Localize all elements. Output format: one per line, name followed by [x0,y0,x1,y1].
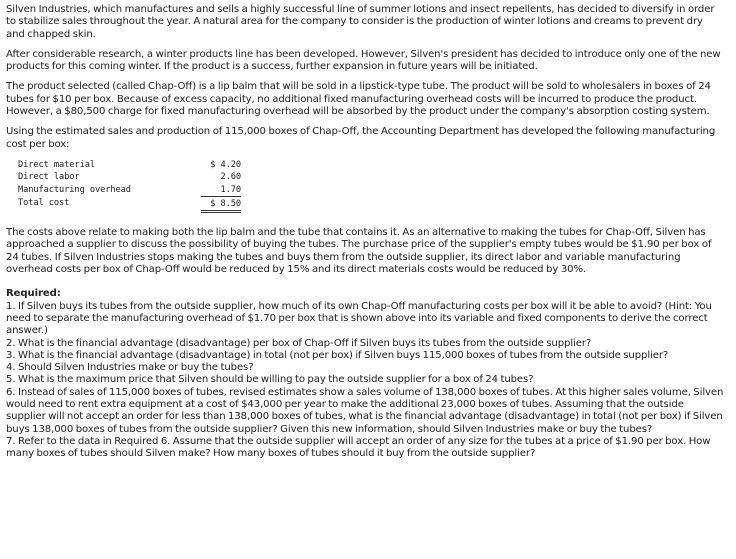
total-row [18,196,241,211]
cost-value: $ 4.20 [210,159,241,170]
research-paragraph: After considerable research, a winter products line has been developed. However, Silven's president has decided to introduce only one of the new products for this coming winter. If the product is a success, further expansion in future years will be initiated. [6,48,721,73]
cost-label: Direct labor [18,172,80,183]
required-item-1: 1. If Silven buys its tubes from the outside supplier, how much of its own Chap-Off manufacturing costs per box will it be able to avoid? (Hint: You need to separate the manufacturing overhead of $1.70 per box that is shown above into its variable and fixed components to derive the correct answer.) [6,300,712,337]
required-heading: Required: [6,288,61,300]
required-item-6: 6. Instead of sales of 115,000 boxes of tubes, revised estimates show a sales volume of 138,000 boxes of tubes. At this higher sales volume, Silven would need to rent extra equipment at a cost of $43,000 per year to make the additional 23,000 boxes of tubes. Assuming that the outside supplier will not accept an order for less than 138,000 boxes of tubes, what is the financial advantage (disadvantage) in total (not per box) if Silven buys 138,000 boxes of tubes from the outside supplier? Given this new information, should Silven Industries make or buy the tubes? [6,386,724,435]
cost-value: 1.70 [201,184,241,197]
table-row [18,159,241,171]
total-label: Total cost [18,198,70,209]
required-item-5: 5. What is the maximum price that Silven should be willing to pay the outside supplier for a box of 24 tubes? [6,374,534,386]
table-row [18,171,241,183]
cost-intro-paragraph: Using the estimated sales and production of 115,000 boxes of Chap-Off, the Accounting Department has developed the following manufacturing cost per box: [6,126,716,150]
cost-label: Manufacturing overhead [18,184,131,195]
required-item-7: 7. Refer to the data in Required 6. Assume that the outside supplier will accept an order of any size for the tubes at a price of $1.90 per box. How many boxes of tubes should Silven make? How many boxes of tubes should it buy from the outside supplier? [6,435,711,460]
cost-value: 2.60 [220,172,241,183]
required-item-4: 4. Should Silven Industries make or buy the tubes? [6,362,254,374]
manufacturing-cost-table [18,159,241,213]
cost-label: Direct material [18,159,95,170]
alternative-paragraph: The costs above relate to making both the lip balm and the tube that contains it. As an alternative to making the tubes for Chap-Off, Silven has approached a supplier to discuss the possibility of buying the tubes. The purchase price of the supplier's empty tubes would be $1.90 per box of 24 tubes. If Silven Industries stops making the tubes and buys them from the outside supplier, its direct labor and variable manufacturing overhead costs per box of Chap-Off would be reduced by 15% and its direct materials costs would be reduced by 30%. [6,227,712,276]
required-item-2: 2. What is the financial advantage (disadvantage) per box of Chap-Off if Silven buys its tubes from the outside supplier? [6,337,592,349]
intro-paragraph: Silven Industries, which manufactures and sells a highly successful line of summer lotions and insect repellents, has decided to diversify in order to stabilize sales throughout the year. A natural area for the company to consider is the production of winter lotions and creams to prevent dry and chapped skin. [6,4,715,40]
table-row [18,184,241,197]
required-item-3: 3. What is the financial advantage (disadvantage) in total (not per box) if Silven buys 115,000 boxes of tubes from the outside supplier? [6,349,669,361]
problem-document [6,4,724,461]
total-value: $ 8.50 [201,196,241,211]
product-paragraph: The product selected (called Chap-Off) is a lip balm that will be sold in a lipstick-type tube. The product will be sold to wholesalers in boxes of 24 tubes for $10 per box. Because of excess capacity, no additional fixed manufacturing overhead costs will be incurred to produce the product. However, a $80,500 charge for fixed manufacturing overhead will be absorbed by the product under the company's absorption costing system. [6,81,711,118]
